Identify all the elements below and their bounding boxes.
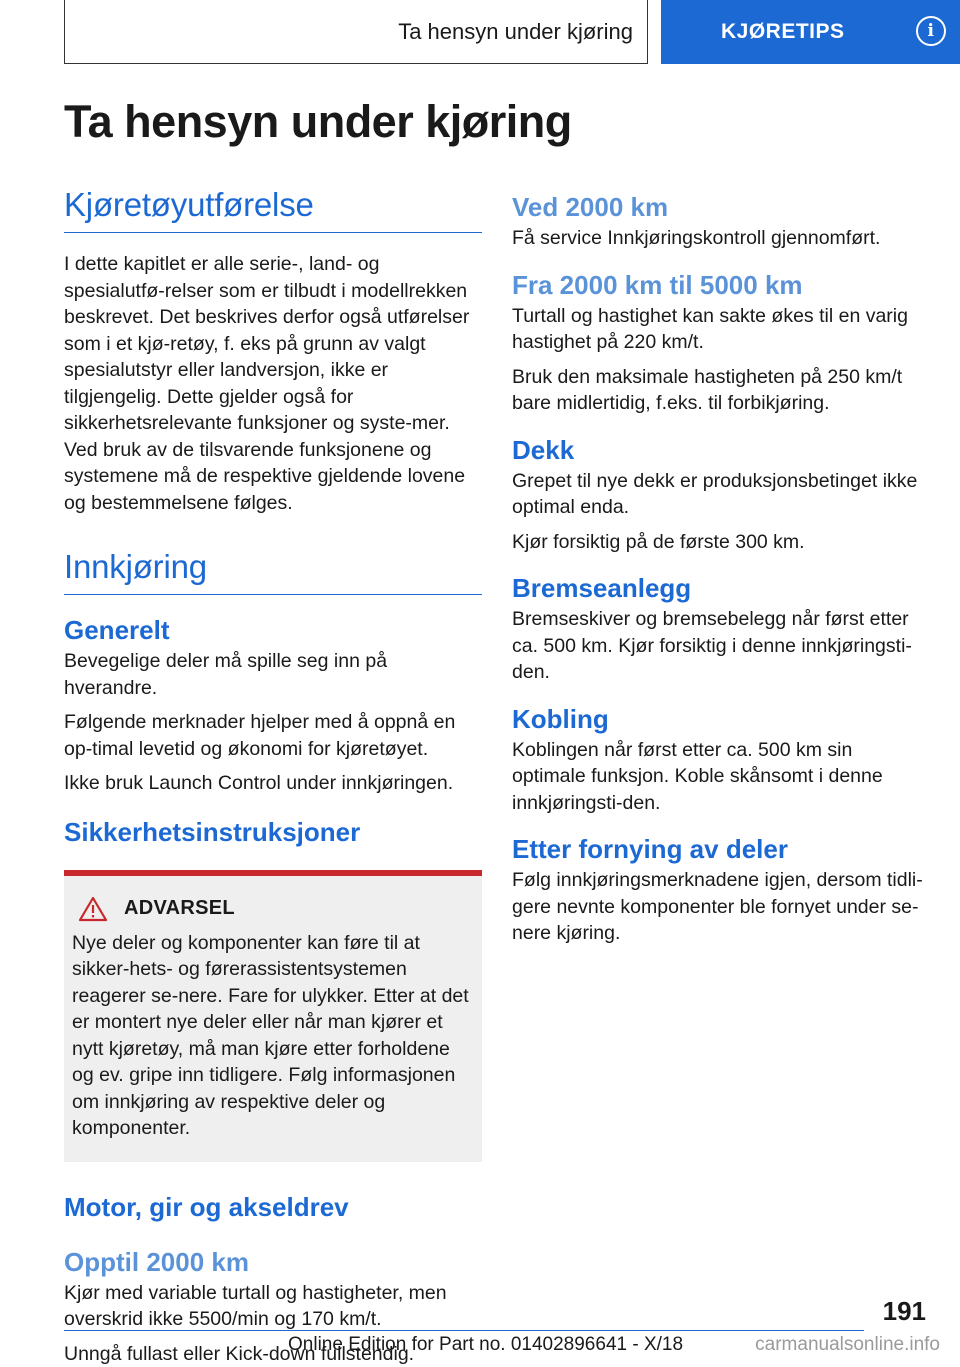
section-tab-label: Ta hensyn under kjøring: [398, 19, 633, 45]
paragraph-generelt-3: Ikke bruk Launch Control under innkjøringen.: [64, 770, 482, 797]
paragraph-kobling: Koblingen når først etter ca. 500 km sin optimale funksjon. Koble skånsomt i denne innkjøringsti‐den.: [512, 737, 930, 817]
heading-dekk: Dekk: [512, 435, 930, 466]
page-title: Ta hensyn under kjøring: [64, 96, 572, 148]
paragraph-opptil-2: Unngå fullast eller Kick-down fullstendig.: [64, 1341, 482, 1367]
chapter-tab-label: KJØRETIPS: [721, 20, 845, 44]
paragraph-generelt-1: Bevegelige deler må spille seg inn på hverandre.: [64, 648, 482, 701]
heading-fra-2000-til-5000: Fra 2000 km til 5000 km: [512, 270, 930, 301]
footer-edition: Online Edition for Part no. 01402896641 - X/18: [288, 1334, 683, 1356]
paragraph-dekk-2: Kjør forsiktig på de første 300 km.: [512, 529, 930, 556]
heading-kjoretoyutforelse: Kjøretøyutførelse: [64, 186, 482, 233]
warning-title: ADVARSEL: [124, 897, 235, 920]
paragraph-etter-fornying: Følg innkjøringsmerknadene igjen, dersom tidli‐gere nevnte komponenter ble fornyet under se‐nere kjøring.: [512, 867, 930, 947]
paragraph-opptil-1: Kjør med variable turtall og hastigheter, men overskrid ikke 5500/min og 170 km/t.: [64, 1280, 482, 1333]
left-column: [64, 186, 482, 1367]
right-column: [512, 192, 930, 947]
paragraph-bremseanlegg: Bremseskiver og bremsebelegg når først etter ca. 500 km. Kjør forsiktig i denne innkjøringsti‐den.: [512, 606, 930, 686]
warning-text: Nye deler og komponenter kan føre til at sikker‐hets- og førerassistentsystemen reagerer se‐nere. Fare for ulykker. Etter at det er montert nye deler eller når man kjører et nytt kjøretøy, må man kjøre etter forholdene og ev. gripe inn tidligere. Følg informasjonen om innkjøring av respektive deler og komponenter.: [72, 930, 474, 1142]
page-header: [64, 0, 960, 66]
heading-generelt: Generelt: [64, 615, 482, 646]
heading-motor-gir-akseldrev: Motor, gir og akseldrev: [64, 1192, 482, 1223]
paragraph-kjoretoyutforelse: I dette kapitlet er alle serie-, land- og spesialutfø‐relser som er tilbudt i modellrekken beskrevet. Det beskrives derfor også utførelser som i et kjø‐retøy, f. eks på grunn av valgt spesialutstyr eller landversjon, ikke er tilgjengelig. Dette gjelder også for sikkerhetsrelevante funksjoner og syste‐mer. Ved bruk av de tilsvarende funksjonene og systemene må de respektive gjeldende lovene og bestemmelsene følges.: [64, 251, 482, 516]
paragraph-fra-2000-2: Bruk den maksimale hastigheten på 250 km/t bare midlertidig, f.eks. til forbikjøring.: [512, 364, 930, 417]
heading-opptil-2000: Opptil 2000 km: [64, 1247, 482, 1278]
warning-header: [72, 896, 474, 922]
page-number: 191: [883, 1296, 926, 1327]
info-icon[interactable]: i: [916, 16, 946, 46]
heading-bremseanlegg: Bremseanlegg: [512, 573, 930, 604]
footer-divider: [64, 1330, 864, 1331]
chapter-tab[interactable]: [661, 0, 960, 64]
paragraph-fra-2000-1: Turtall og hastighet kan sakte økes til en varig hastighet på 220 km/t.: [512, 303, 930, 356]
heading-kobling: Kobling: [512, 704, 930, 735]
heading-etter-fornying: Etter fornying av deler: [512, 834, 930, 865]
heading-ved-2000: Ved 2000 km: [512, 192, 930, 223]
paragraph-dekk-1: Grepet til nye dekk er produksjonsbetinget ikke optimal enda.: [512, 468, 930, 521]
heading-sikkerhetsinstruksjoner: Sikkerhetsinstruksjoner: [64, 817, 482, 848]
warning-box: [64, 870, 482, 1162]
paragraph-ved-2000: Få service Innkjøringskontroll gjennomført.: [512, 225, 930, 252]
section-tab: [64, 0, 648, 64]
heading-innkjoring: Innkjøring: [64, 548, 482, 595]
paragraph-generelt-2: Følgende merknader hjelper med å oppnå en op‐timal levetid og økonomi for kjøretøyet.: [64, 709, 482, 762]
watermark: carmanualsonline.info: [755, 1334, 940, 1356]
warning-triangle-icon: [78, 896, 108, 922]
